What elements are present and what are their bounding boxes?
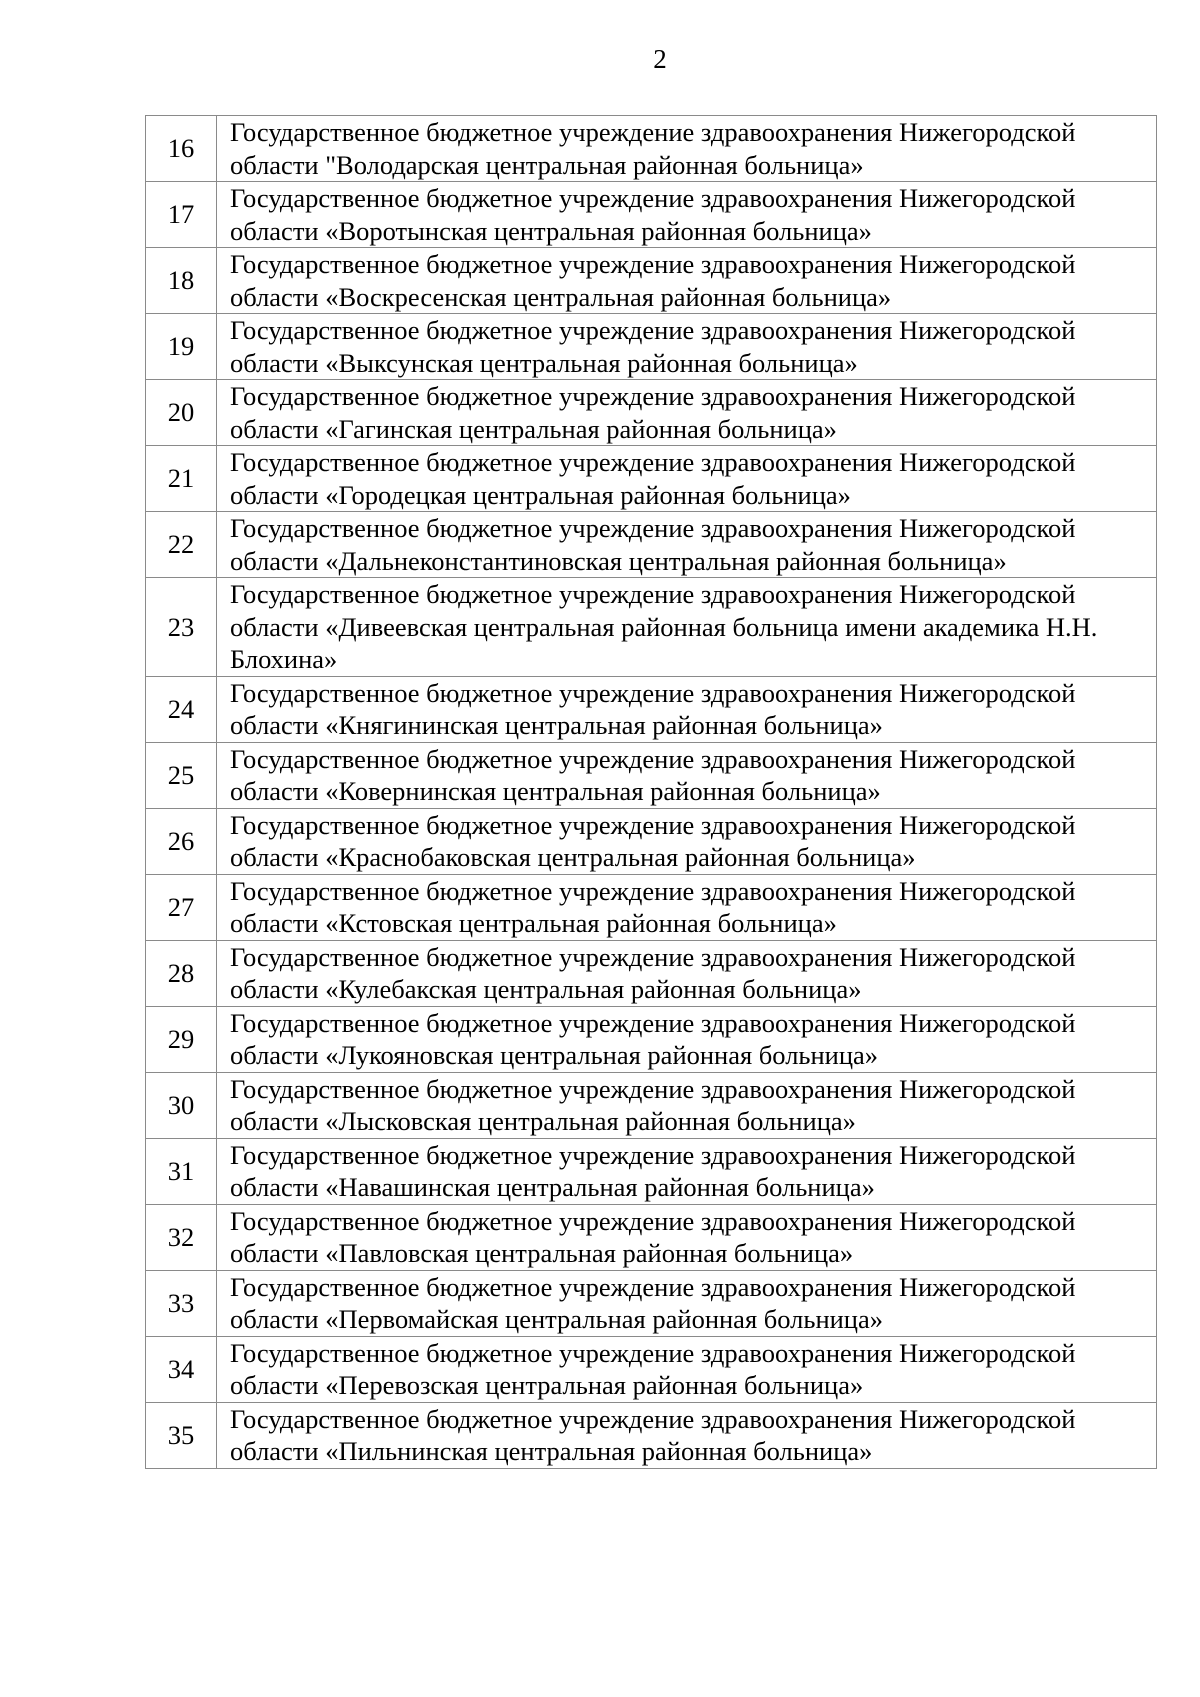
row-number: 33 <box>146 1270 217 1336</box>
institution-name: Государственное бюджетное учреждение здравоохранения Нижегородской области «Гагинская центральная районная больница» <box>217 380 1157 446</box>
page-number: 2 <box>653 44 667 74</box>
institution-name: Государственное бюджетное учреждение здравоохранения Нижегородской области «Воротынская центральная районная больница» <box>217 182 1157 248</box>
table-row <box>146 808 1157 874</box>
table-row <box>146 578 1157 677</box>
row-number: 28 <box>146 940 217 1006</box>
institutions-table <box>145 115 1157 1469</box>
table-row <box>146 1402 1157 1468</box>
table-row <box>146 874 1157 940</box>
institution-name: Государственное бюджетное учреждение здравоохранения Нижегородской области «Лысковская центральная районная больница» <box>217 1072 1157 1138</box>
row-number: 16 <box>146 116 217 182</box>
institution-name: Государственное бюджетное учреждение здравоохранения Нижегородской области «Кстовская центральная районная больница» <box>217 874 1157 940</box>
institution-name: Государственное бюджетное учреждение здравоохранения Нижегородской области «Краснобаковская центральная районная больница» <box>217 808 1157 874</box>
row-number: 21 <box>146 446 217 512</box>
row-number: 18 <box>146 248 217 314</box>
institution-name: Государственное бюджетное учреждение здравоохранения Нижегородской области «Ковернинская центральная районная больница» <box>217 742 1157 808</box>
institution-name: Государственное бюджетное учреждение здравоохранения Нижегородской области «Выксунская центральная районная больница» <box>217 314 1157 380</box>
row-number: 23 <box>146 578 217 677</box>
row-number: 32 <box>146 1204 217 1270</box>
institution-name: Государственное бюджетное учреждение здравоохранения Нижегородской области «Кулебакская центральная районная больница» <box>217 940 1157 1006</box>
row-number: 26 <box>146 808 217 874</box>
institution-name: Государственное бюджетное учреждение здравоохранения Нижегородской области «Княгининская центральная районная больница» <box>217 676 1157 742</box>
table-row <box>146 676 1157 742</box>
row-number: 35 <box>146 1402 217 1468</box>
institution-name: Государственное бюджетное учреждение здравоохранения Нижегородской области «Лукояновская центральная районная больница» <box>217 1006 1157 1072</box>
table-row <box>146 1006 1157 1072</box>
table-row <box>146 1336 1157 1402</box>
row-number: 27 <box>146 874 217 940</box>
row-number: 29 <box>146 1006 217 1072</box>
table-row <box>146 446 1157 512</box>
table-row <box>146 742 1157 808</box>
row-number: 17 <box>146 182 217 248</box>
row-number: 34 <box>146 1336 217 1402</box>
table-row <box>146 380 1157 446</box>
row-number: 30 <box>146 1072 217 1138</box>
institution-name: Государственное бюджетное учреждение здравоохранения Нижегородской области «Воскресенская центральная районная больница» <box>217 248 1157 314</box>
institution-name: Государственное бюджетное учреждение здравоохранения Нижегородской области «Городецкая центральная районная больница» <box>217 446 1157 512</box>
table-row <box>146 248 1157 314</box>
table-row <box>146 1270 1157 1336</box>
table-row <box>146 940 1157 1006</box>
row-number: 25 <box>146 742 217 808</box>
institutions-table-body <box>146 116 1157 1469</box>
table-row <box>146 1138 1157 1204</box>
table-row <box>146 116 1157 182</box>
institution-name: Государственное бюджетное учреждение здравоохранения Нижегородской области «Первомайская центральная районная больница» <box>217 1270 1157 1336</box>
institution-name: Государственное бюджетное учреждение здравоохранения Нижегородской области «Павловская центральная районная больница» <box>217 1204 1157 1270</box>
institution-name: Государственное бюджетное учреждение здравоохранения Нижегородской области «Навашинская центральная районная больница» <box>217 1138 1157 1204</box>
institution-name: Государственное бюджетное учреждение здравоохранения Нижегородской области «Пильнинская центральная районная больница» <box>217 1402 1157 1468</box>
row-number: 20 <box>146 380 217 446</box>
row-number: 31 <box>146 1138 217 1204</box>
table-row <box>146 1204 1157 1270</box>
table-row <box>146 512 1157 578</box>
institution-name: Государственное бюджетное учреждение здравоохранения Нижегородской области «Перевозская центральная районная больница» <box>217 1336 1157 1402</box>
row-number: 19 <box>146 314 217 380</box>
row-number: 22 <box>146 512 217 578</box>
row-number: 24 <box>146 676 217 742</box>
institution-name: Государственное бюджетное учреждение здравоохранения Нижегородской области "Володарская центральная районная больница» <box>217 116 1157 182</box>
institution-name: Государственное бюджетное учреждение здравоохранения Нижегородской области «Дальнеконстантиновская центральная районная больница» <box>217 512 1157 578</box>
table-row <box>146 1072 1157 1138</box>
institution-name: Государственное бюджетное учреждение здравоохранения Нижегородской области «Дивеевская центральная районная больница имени академика Н.Н. Блохина» <box>217 578 1157 677</box>
table-row <box>146 182 1157 248</box>
table-row <box>146 314 1157 380</box>
